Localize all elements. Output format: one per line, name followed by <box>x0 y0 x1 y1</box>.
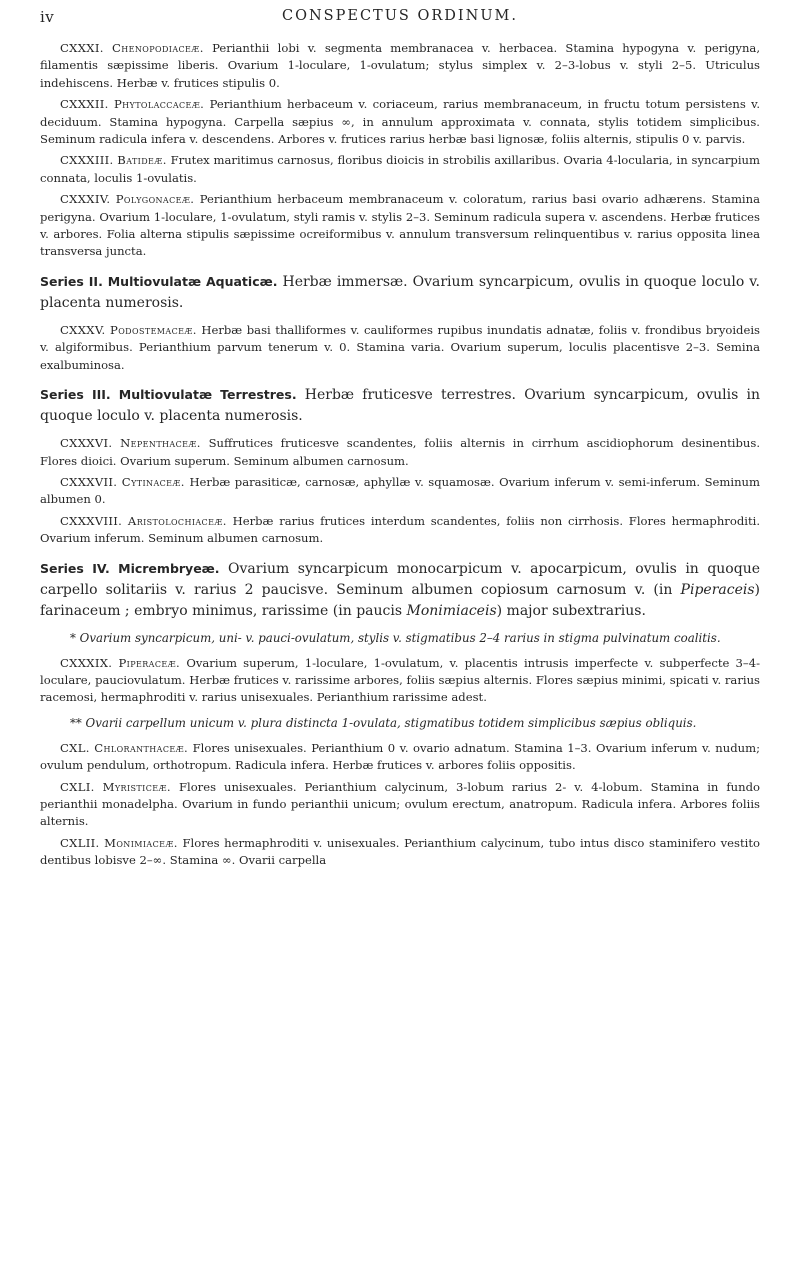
order-entry-cxxxvii <box>40 474 760 509</box>
order-entry-cxl <box>40 740 760 775</box>
order-description: Herbæ parasiticæ, carnosæ, aphyllæ v. squamosæ. Ovarium inferum v. semi-inferum. Seminum albumen 0. <box>40 474 761 507</box>
series-text-part: ) farinaceum ; embryo minimus, rarissime (in paucis <box>40 581 760 619</box>
order-description: Ovarium superum, 1-loculare, 1-ovulatum, v. placentis intrusis imperfecte v. subperfecte 3–4-loculare, pauciovulatum. Herbæ frutices v. rarissime arbores, foliis sæpius alternis. Flores sæpius minimi, spicati v. rarius racemosi, hermaphroditi v. rarius unisexuales. Perianthium rarissime adest. <box>40 655 761 705</box>
order-name: Cytinaceæ. <box>121 474 185 489</box>
note-text: Ovarii carpellum unicum v. plura distincta 1-ovulata, stigmatibus totidem simplicibus sæpius obliquis. <box>85 715 697 730</box>
order-name: Podostemaceæ. <box>110 322 197 337</box>
order-name: Myristiceæ. <box>102 779 171 794</box>
order-number: CXXXII. <box>60 97 109 112</box>
series-italic-term: Piperaceis <box>680 581 755 598</box>
order-number: CXXXVI. <box>60 436 113 451</box>
order-description: Flores hermaphroditi v. unisexuales. Perianthium calycinum, tubo intus disco staminifero vestito dentibus lobisve 2–∞. Stamina ∞. Ovarii carpella <box>40 835 760 868</box>
series-text-part: ) major subextrarius. <box>496 602 646 619</box>
series-description: Herbæ fruticesve terrestres. Ovarium syncarpicum, ovulis in quoque loculo v. placenta numerosis. <box>40 387 760 425</box>
order-entry-cxlii <box>40 835 760 870</box>
asterisk-mark: ** <box>70 715 82 730</box>
order-number: CXXXV. <box>60 322 106 337</box>
order-entry-cxxxiv <box>40 191 760 261</box>
subgroup-note-double-asterisk <box>60 715 740 732</box>
order-entry-cxxxii <box>40 96 760 148</box>
order-number: CXXXIX. <box>60 655 113 670</box>
order-name: Chloranthaceæ. <box>94 740 189 755</box>
series-heading-iv <box>40 558 760 622</box>
order-entry-cxxxviii <box>40 513 760 548</box>
series-label: Series IV. Micrembryeæ. <box>40 560 220 576</box>
page-content <box>40 40 760 874</box>
note-text: Ovarium syncarpicum, uni- v. pauci-ovulatum, stylis v. stigmatibus 2–4 rarius in stigma pulvinatum coalitis. <box>79 630 721 645</box>
series-italic-term: Monimiaceis <box>406 602 497 619</box>
order-description: Flores unisexuales. Perianthium 0 v. ovario adnatum. Stamina 1–3. Ovarium inferum v. nudum; ovulum pendulum, orthotropum. Radicula infera. Herbæ frutices v. arbores foliis oppositis. <box>40 740 761 773</box>
order-number: CXXXVII. <box>60 474 118 489</box>
order-number: CXXXI. <box>60 41 104 55</box>
order-description: Herbæ rarius frutices interdum scandentes, foliis non cirrhosis. Flores hermaphroditi. Ovarium inferum. Seminum albumen carnosum. <box>40 513 761 546</box>
order-number: CXL. <box>60 740 90 755</box>
series-text-part: Ovarium syncarpicum monocarpicum v. apocarpicum, ovulis in quoque carpello solitariis v. rarius 2 paucisve. Seminum albumen copiosum carnosum v. (in <box>40 560 760 598</box>
order-description: Suffrutices fruticesve scandentes, foliis alternis in cirrhum ascidiophorum desinentibus. Flores dioici. Ovarium superum. Seminum albumen carnosum. <box>40 436 761 468</box>
page <box>40 0 761 868</box>
order-entry-cxli <box>40 779 760 831</box>
subgroup-note-single-asterisk <box>60 630 740 647</box>
order-name: Polygonaceæ. <box>115 192 195 207</box>
order-number: CXLII. <box>60 835 100 850</box>
order-description: Perianthium herbaceum membranaceum v. coloratum, rarius basi ovario adhærens. Stamina perigyna. Ovarium 1-loculare, 1-ovulatum, styli ramis v. stylis 2–3. Seminum radicula supera v. ascendens. Herbæ frutices v. arbores. Folia alterna stipulis sæpissime ocreiformibus v. annulum transversum relinquentibus v. rarius opposita linea transversa juncta. <box>40 192 761 259</box>
series-description: Herbæ immersæ. Ovarium syncarpicum, ovulis in quoque loculo v. placenta numerosis. <box>40 273 760 311</box>
order-entry-cxxxvi <box>40 435 760 470</box>
series-label: Series III. Multiovulatæ Terrestres. <box>40 387 297 403</box>
order-name: Phytolaccaceæ. <box>113 97 205 112</box>
folio: iv <box>40 8 55 26</box>
series-heading-ii <box>40 271 760 314</box>
order-name: Chenopodiaceæ. <box>111 41 204 55</box>
order-description: Perianthium herbaceum v. coriaceum, rarius membranaceum, in fructu totum persistens v. deciduum. Stamina hypogyna. Carpella sæpius ∞, in annulum approximata v. connata, stylis totidem simplicibus. Seminum radicula infera v. descendens. Arbores v. frutices rarius herbæ basi lignosæ, foliis alternis, stipulis 0 v. parvis. <box>40 97 761 147</box>
order-number: CXXXIV. <box>60 192 111 207</box>
order-description: Herbæ basi thalliformes v. cauliformes rupibus inundatis adnatæ, foliis v. frondibus bryoideis v. algiformibus. Perianthium parvum tenerum v. 0. Stamina varia. Ovarium superum, loculis placentisve 2–3. Semina exalbuminosa. <box>40 322 760 372</box>
series-label: Series II. Multiovulatæ Aquaticæ. <box>40 273 278 289</box>
order-entry-cxxxv <box>40 322 760 374</box>
order-name: Piperaceæ. <box>118 655 181 670</box>
asterisk-mark: * <box>70 630 76 645</box>
order-entry-cxxxi <box>40 40 760 92</box>
running-head: CONSPECTUS ORDINUM. <box>282 8 518 24</box>
order-name: Nepenthaceæ. <box>120 436 201 451</box>
order-description: Perianthii lobi v. segmenta membranacea v. herbacea. Stamina hypogyna v. perigyna, filamentis sæpissime liberis. Ovarium 1-loculare, 1-ovulatum; stylus simplex v. 2–3-lobus v. styli 2–5. Utriculus indehiscens. Herbæ v. frutices stipulis 0. <box>40 41 761 90</box>
order-name: Aristolochiaceæ. <box>127 513 227 528</box>
order-number: CXXXIII. <box>60 153 114 168</box>
order-entry-cxxxix <box>40 655 760 707</box>
page-header <box>40 0 760 40</box>
order-name: Monimiaceæ. <box>104 835 178 850</box>
order-entry-cxxxiii <box>40 152 760 187</box>
order-description: Flores unisexuales. Perianthium calycinum, 3-lobum rarius 2- v. 4-lobum. Stamina in fundo perianthii monadelpha. Ovarium in fundo perianthii unicum; ovulum erectum, anatropum. Radicula infera. Arbores foliis alternis. <box>40 779 760 829</box>
order-description: Frutex maritimus carnosus, floribus dioicis in strobilis axillaribus. Ovaria 4-locularia, in syncarpium connata, loculis 1-ovulatis. <box>40 153 761 185</box>
series-heading-iii <box>40 384 760 427</box>
order-number: CXXXVIII. <box>60 513 123 528</box>
order-name: Batideæ. <box>117 153 167 168</box>
order-number: CXLI. <box>60 779 95 794</box>
